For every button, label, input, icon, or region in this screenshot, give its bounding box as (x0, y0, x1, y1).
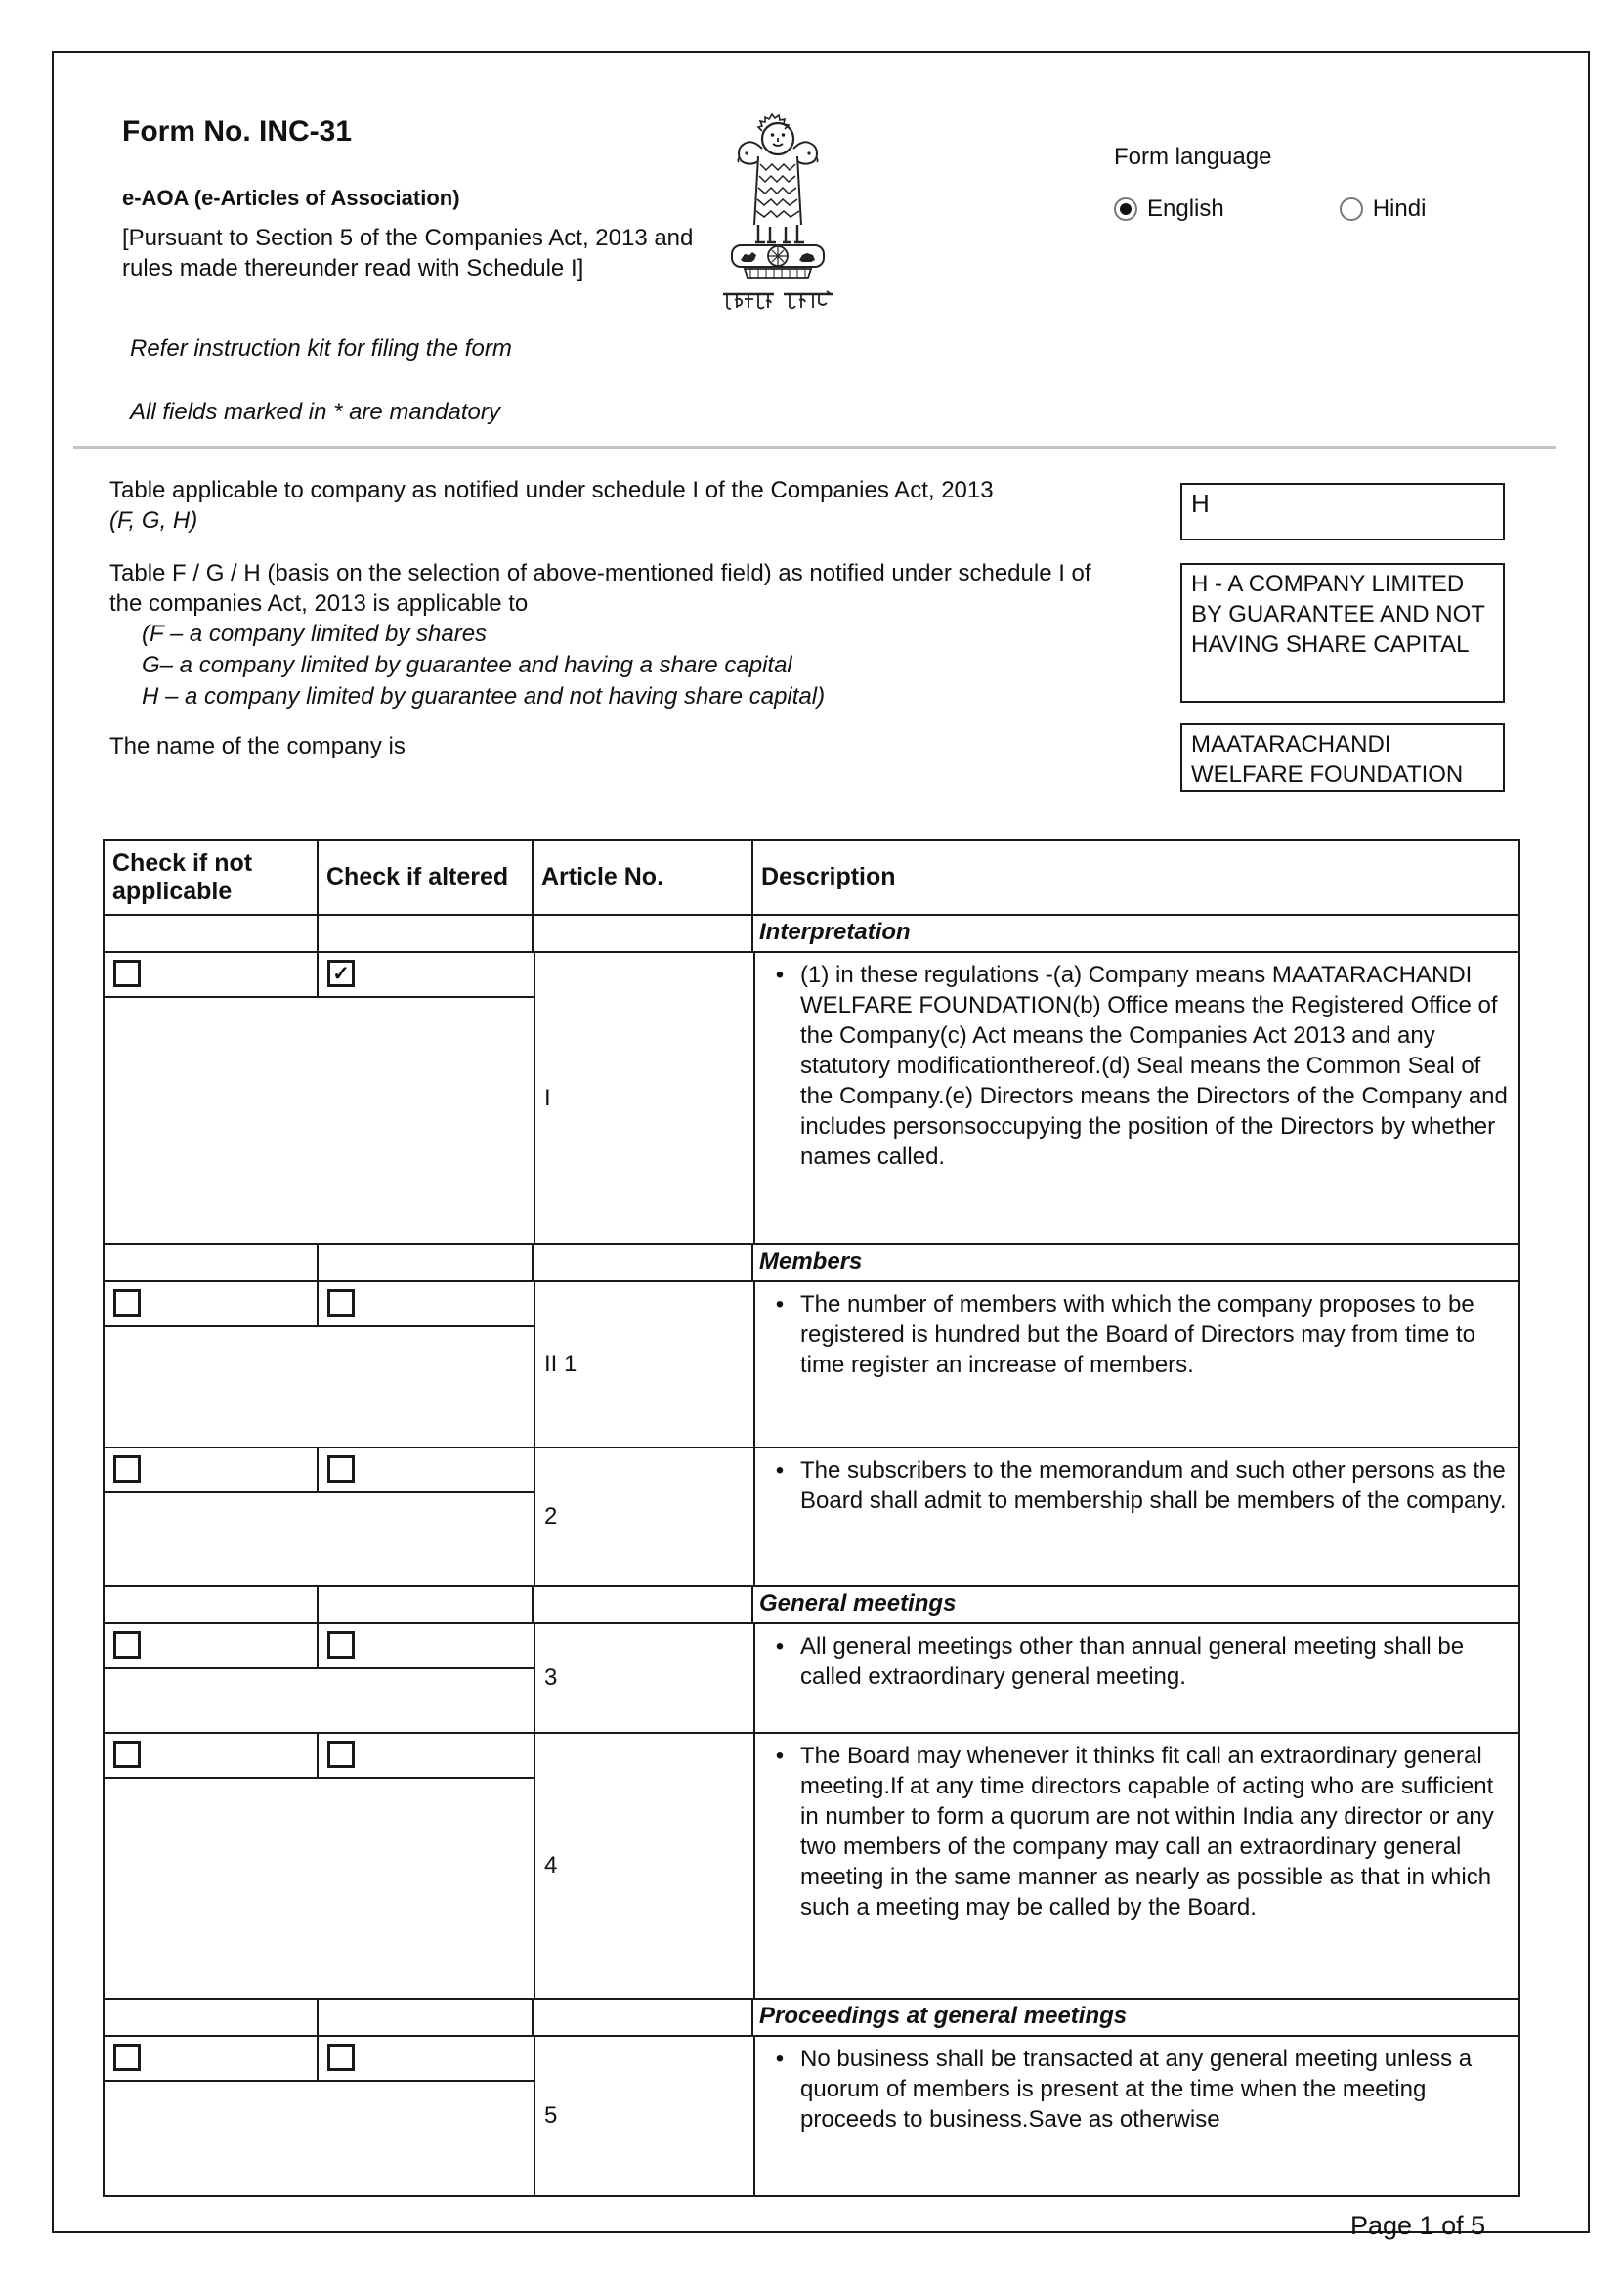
altered-checkbox[interactable] (327, 1631, 355, 1659)
altered-checkbox[interactable] (327, 1455, 355, 1483)
pursuant-text: [Pursuant to Section 5 of the Companies Act, 2013 and rules made thereunder read with Schedule I] (122, 225, 694, 281)
article-no-cell: 4 (535, 1734, 755, 1998)
checkbox-zone (105, 1282, 535, 1447)
header-check-if-altered: Check if altered (319, 841, 534, 914)
satyameva-jayate-motto (711, 289, 844, 311)
radio-english-label: English (1147, 195, 1224, 222)
not-applicable-cell (105, 1734, 319, 1777)
page-number: Page 1 of 5 (1350, 2211, 1486, 2240)
not-applicable-checkbox[interactable] (113, 1631, 141, 1659)
not-applicable-checkbox[interactable] (113, 1289, 141, 1317)
description-bullet (759, 2044, 1515, 2135)
option-f-text: (F – a company limited by shares (142, 621, 488, 647)
article-row-II-1 (105, 1282, 1518, 1448)
option-g-text: G– a company limited by guarantee and having a share capital (142, 652, 792, 678)
checkbox-zone (105, 953, 535, 1243)
article-no-cell: 5 (535, 2037, 755, 2195)
altered-checkbox[interactable]: ✓ (327, 960, 355, 987)
empty-cell (105, 916, 319, 951)
company-name-field[interactable]: MAATARACHANDI WELFARE FOUNDATION (1180, 723, 1505, 792)
description-cell (755, 1624, 1518, 1732)
description-text: • No business shall be transacted at any general meeting unless a quorum of members is present at the time when the meeting proceeds to business.Save as otherwise (800, 2046, 1473, 2133)
not-applicable-checkbox[interactable] (113, 1455, 141, 1483)
article-row-5 (105, 2037, 1518, 2195)
article-row-I (105, 953, 1518, 1245)
empty-cell (105, 2000, 319, 2035)
description-text: • The subscribers to the memorandum and such other persons as the Board shall admit to membership shall be members of the company. (800, 1457, 1507, 1514)
article-row-3 (105, 1624, 1518, 1734)
emblem-of-india-icon (723, 109, 833, 285)
empty-cell (534, 1587, 753, 1622)
radio-english[interactable] (1114, 197, 1137, 221)
section-row-members (105, 1245, 1518, 1282)
checkbox-subrow (105, 1624, 534, 1669)
description-text: • All general meetings other than annual general meeting shall be called extraordinary general meeting. (800, 1633, 1465, 1690)
article-no-cell: 3 (535, 1624, 755, 1732)
description-text: • The Board may whenever it thinks fit call an extraordinary general meeting.If at any time directors capable of acting who are sufficient in number to form a quorum are not within India any director or any two members of the company may call an extraordinary general meeting in the same manner as nearly as possible as that in which such a meeting may be called by the Board. (800, 1743, 1494, 1921)
form-language-radio-group (1114, 195, 1426, 223)
checkbox-subrow (105, 1448, 534, 1493)
description-cell (755, 2037, 1518, 2195)
checkbox-subrow (105, 1282, 534, 1327)
form-subtitle: e-AOA (e-Articles of Association) (122, 186, 460, 210)
not-applicable-cell (105, 2037, 319, 2080)
empty-cell (534, 2000, 753, 2035)
altered-cell (319, 1734, 534, 1777)
article-row-2 (105, 1448, 1518, 1587)
not-applicable-checkbox[interactable] (113, 1741, 141, 1768)
description-bullet (759, 960, 1515, 1172)
altered-cell (319, 2037, 534, 2080)
instruction-note: Refer instruction kit for filing the form (130, 335, 512, 362)
not-applicable-checkbox[interactable] (113, 2044, 141, 2071)
empty-cell (319, 1245, 534, 1280)
description-cell (755, 1734, 1518, 1998)
section-title: General meetings (759, 1590, 957, 1617)
header-description: Description (761, 863, 896, 890)
form-number-title: Form No. INC-31 (122, 115, 353, 148)
altered-checkbox[interactable] (327, 1741, 355, 1768)
description-bullet (759, 1741, 1515, 1922)
not-applicable-checkbox[interactable] (113, 960, 141, 987)
altered-cell (319, 953, 534, 996)
altered-cell (319, 1448, 534, 1491)
description-text: • (1) in these regulations -(a) Company means MAATARACHANDI WELFARE FOUNDATION(b) Office means the Registered Office of the Company(c) Act means the Companies Act 2013 and any statutory modificationthereof.(d) Seal means the Common Seal of the Company.(e) Directors means the Directors of the Company and includes personsoccupying the position of the Directors by whether names called. (800, 962, 1508, 1170)
section-divider (73, 446, 1556, 449)
empty-cell (319, 916, 534, 951)
altered-checkbox[interactable] (327, 2044, 355, 2071)
form-language-label: Form language (1114, 144, 1272, 170)
empty-cell (105, 1587, 319, 1622)
articles-table (103, 839, 1520, 2197)
table-fgh-value-field[interactable]: H - A COMPANY LIMITED BY GUARANTEE AND NOT HAVING SHARE CAPITAL (1180, 563, 1505, 703)
altered-cell (319, 1282, 534, 1325)
header-article-no: Article No. (534, 841, 753, 914)
section-title: Members (759, 1248, 863, 1274)
not-applicable-cell (105, 1282, 319, 1325)
table-fgh-question: Table F / G / H (basis on the selection of above-mentioned field) as notified under schedule I of the companies Act, 2013 is applicable to (109, 560, 1091, 617)
article-no-cell: 2 (535, 1448, 755, 1585)
checkbox-zone (105, 2037, 535, 2195)
article-no-cell: I (535, 953, 755, 1243)
mandatory-note: All fields marked in * are mandatory (130, 399, 500, 425)
section-row-general-meetings (105, 1587, 1518, 1624)
empty-cell (534, 916, 753, 951)
empty-cell (534, 1245, 753, 1280)
altered-cell (319, 1624, 534, 1667)
radio-hindi[interactable] (1340, 197, 1363, 221)
section-row-interpretation (105, 916, 1518, 953)
description-cell (755, 953, 1518, 1243)
empty-cell (319, 2000, 534, 2035)
description-text: • The number of members with which the company proposes to be registered is hundred but the Board of Directors may from time to time register an increase of members. (800, 1291, 1475, 1378)
table-applicable-question (109, 475, 1179, 536)
table-applicable-value-field[interactable]: H (1180, 483, 1505, 540)
checkbox-subrow (105, 953, 534, 998)
option-h-text: H – a company limited by guarantee and not having share capital) (142, 683, 826, 710)
radio-hindi-label: Hindi (1372, 195, 1427, 222)
checkbox-subrow (105, 2037, 534, 2082)
table-fgh-options (142, 619, 825, 713)
checkbox-zone (105, 1734, 535, 1998)
header-check-if-not-applicable: Check if not applicable (105, 841, 319, 914)
description-cell (755, 1448, 1518, 1585)
checkbox-zone (105, 1448, 535, 1585)
description-bullet (759, 1631, 1515, 1692)
section-title: Proceedings at general meetings (759, 2003, 1128, 2029)
checkbox-subrow (105, 1734, 534, 1779)
section-title: Interpretation (759, 919, 911, 945)
article-row-4 (105, 1734, 1518, 2000)
section-row-proceedings (105, 2000, 1518, 2037)
description-bullet (759, 1289, 1515, 1380)
not-applicable-cell (105, 1624, 319, 1667)
table-header-row (105, 841, 1518, 916)
not-applicable-cell (105, 1448, 319, 1491)
not-applicable-cell (105, 953, 319, 996)
empty-cell (319, 1587, 534, 1622)
description-bullet (759, 1455, 1515, 1516)
checkbox-zone (105, 1624, 535, 1732)
article-no-cell: II 1 (535, 1282, 755, 1447)
company-name-label: The name of the company is (109, 733, 406, 759)
table-applicable-text: Table applicable to company as notified under schedule I of the Companies Act, 2013 (109, 477, 994, 503)
table-applicable-fgh-note: (F, G, H) (109, 507, 198, 534)
description-cell (755, 1282, 1518, 1447)
altered-checkbox[interactable] (327, 1289, 355, 1317)
empty-cell (105, 1245, 319, 1280)
